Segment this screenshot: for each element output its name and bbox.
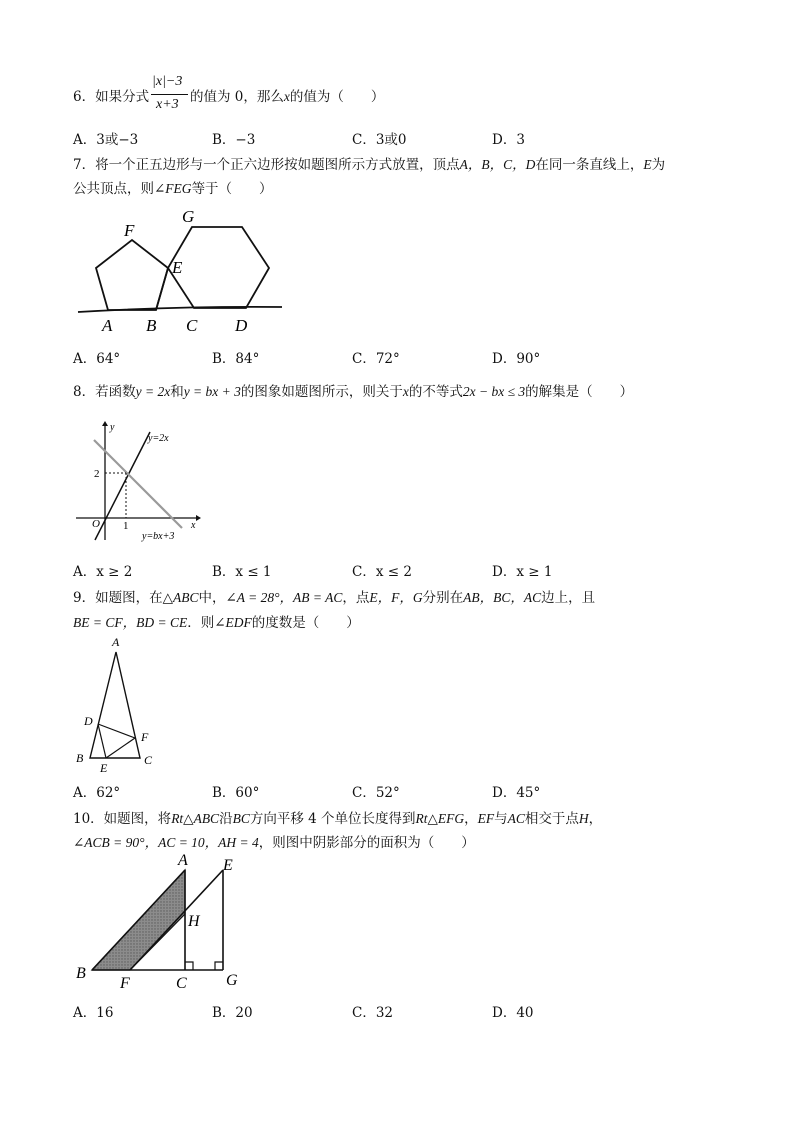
q7-label-b: B <box>146 316 157 335</box>
q10-option-c[interactable]: C．32 <box>352 1005 394 1021</box>
q9-triangle-abc <box>90 652 140 758</box>
q8-stem: 8．若函数y = 2x和y = bx + 3的图象如题图所示，则关于x的不等式2x − bx ≤ 3的解集是（ ） <box>73 384 634 400</box>
q8-option-a[interactable]: A．x ≥ 2 <box>73 564 133 580</box>
q10-right-angle-g <box>215 962 223 970</box>
q8-option-d[interactable]: D．x ≥ 1 <box>492 564 553 580</box>
q7-option-b[interactable]: B．84° <box>212 351 260 367</box>
q10-label-h: H <box>188 913 200 930</box>
q7-label-g: G <box>182 207 195 226</box>
q10-label-b: B <box>76 965 86 982</box>
q8-option-c[interactable]: C．x ≤ 2 <box>352 564 412 580</box>
q6-stem: 6．如果分式 <box>73 89 150 105</box>
q10-label-c: C <box>176 975 187 990</box>
q7-stem-line1: 7．将一个正五边形与一个正六边形按如题图所示方式放置，顶点A，B，C，D在同一条直线上，E为 <box>73 157 666 173</box>
q7-hexagon <box>168 227 269 308</box>
q8-label-one: 1 <box>123 520 129 532</box>
q7-pentagon-hexagon-figure <box>70 200 290 340</box>
q8-x-axis-arrow <box>196 515 201 521</box>
q9-label-c: C <box>144 753 153 767</box>
q8-label-two: 2 <box>94 468 100 480</box>
q9-label-d: D <box>84 714 93 728</box>
q7-label-d: D <box>235 316 248 335</box>
q9-segment-df <box>98 724 135 738</box>
q7-stem-line2: 公共顶点，则∠FEG等于（ ） <box>73 181 273 197</box>
q6-fraction-bar <box>151 94 188 95</box>
q8-label-l1: y=2x <box>148 433 169 444</box>
q9-stem-line1: 9．如题图，在△ABC中，∠A = 28°，AB = AC，点E，F，G分别在AB，BC，AC边上，且 <box>73 590 596 606</box>
q6-stem-tail: 的值为 0，那么x的值为（ ） <box>190 89 385 105</box>
q8-label-o: O <box>92 518 100 530</box>
q9-option-a[interactable]: A．62° <box>73 785 121 801</box>
q7-label-f: F <box>124 221 135 240</box>
q10-stem-line1: 10．如题图，将Rt△ABC沿BC方向平移 4 个单位长度得到Rt△EFG，EF与AC相交于点H， <box>73 811 603 827</box>
q10-option-d[interactable]: D．40 <box>492 1005 534 1021</box>
q6-option-b[interactable]: B．−3 <box>212 132 256 148</box>
q9-label-e: E <box>100 761 108 775</box>
q9-label-a: A <box>112 635 120 649</box>
q8-option-b[interactable]: B．x ≤ 1 <box>212 564 272 580</box>
q10-translation-figure <box>70 850 250 990</box>
q7-segment-be <box>156 268 168 310</box>
q10-label-g: G <box>226 972 238 989</box>
q8-label-x: x <box>191 520 196 531</box>
q9-option-c[interactable]: C．52° <box>352 785 400 801</box>
q7-option-c[interactable]: C．72° <box>352 351 400 367</box>
q9-label-b: B <box>76 751 84 765</box>
q7-label-c: C <box>186 316 198 335</box>
q7-pentagon <box>96 240 168 310</box>
q8-y-axis-arrow <box>102 421 108 426</box>
q9-segment-de <box>98 724 106 758</box>
q8-function-graph <box>70 418 210 548</box>
q10-label-a: A <box>178 852 188 869</box>
q10-stem-line2: ∠ACB = 90°，AC = 10，AH = 4，则图中阴影部分的面积为（ ） <box>73 835 475 851</box>
q6-option-a[interactable]: A．3或−3 <box>73 132 139 148</box>
q6-fraction-denominator: x+3 <box>156 97 179 112</box>
q7-option-d[interactable]: D．90° <box>492 351 541 367</box>
q9-option-b[interactable]: B．60° <box>212 785 260 801</box>
q9-segment-ef <box>106 738 135 758</box>
q9-stem-line2: BE = CF，BD = CE．则∠EDF的度数是（ ） <box>73 615 360 631</box>
q7-label-e: E <box>172 258 183 277</box>
q9-triangle-figure <box>70 630 170 775</box>
q10-option-a[interactable]: A．16 <box>73 1005 114 1021</box>
q6-option-c[interactable]: C．3或0 <box>352 132 407 148</box>
q10-option-b[interactable]: B．20 <box>212 1005 253 1021</box>
q8-label-y: y <box>110 422 115 433</box>
q6-option-d[interactable]: D．3 <box>492 132 525 148</box>
q10-right-angle-c <box>185 962 193 970</box>
q6-fraction-numerator: |x|−3 <box>152 74 183 89</box>
q10-label-f: F <box>120 975 130 990</box>
q9-option-d[interactable]: D．45° <box>492 785 541 801</box>
q10-label-e: E <box>223 857 233 874</box>
q9-label-f: F <box>141 730 149 744</box>
q7-label-a: A <box>102 316 113 335</box>
q8-label-l2: y=bx+3 <box>142 531 175 542</box>
q7-option-a[interactable]: A．64° <box>73 351 121 367</box>
